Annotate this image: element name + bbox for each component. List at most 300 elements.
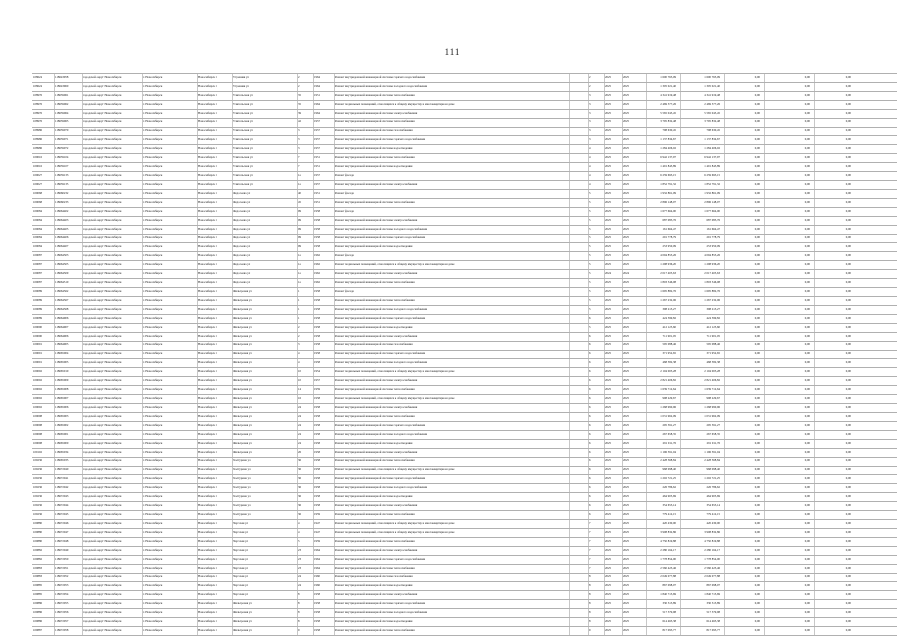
- cell-build-year: 1958: [314, 422, 320, 427]
- cell-municipality: городской округ Новосибирск: [83, 181, 122, 186]
- cell-build-year: 1964: [314, 556, 320, 561]
- cell-cost-budget: 0,00: [754, 503, 760, 508]
- cell-house-id: 108976: [33, 119, 42, 124]
- cell-cost-local: 0,00: [804, 413, 810, 418]
- cell-cost-fund: 291 778,79: [706, 235, 720, 240]
- cell-cost-budget: 0,00: [754, 619, 760, 624]
- cell-locality: Новосибирск г: [198, 226, 217, 231]
- cell-build-year: 1958: [314, 619, 320, 624]
- cell-cost-budget: 0,00: [754, 422, 760, 427]
- cell-blank: [569, 251, 587, 260]
- cell-locality: Новосибирск г: [198, 369, 217, 374]
- cell-period: 6: [589, 449, 591, 454]
- cell-work-type: Ремонт подвальных помещений, относящихся к общему имуществу в многоквартирном доме: [335, 101, 455, 106]
- cell-house-id: 109102: [33, 449, 42, 454]
- cell-year-end: 2025: [623, 396, 629, 401]
- cell-cost-budget: 0,00: [754, 574, 760, 579]
- cell-year-start: 2025: [605, 476, 611, 481]
- cell-work-id: 118665001: [55, 431, 69, 436]
- cell-locality: Новосибирск г: [198, 146, 217, 151]
- cell-work-id: 118672042: [55, 485, 69, 490]
- cell-blank: [569, 260, 587, 269]
- cell-cost-other: 0,00: [845, 342, 851, 347]
- cell-work-id: 118659064: [55, 110, 69, 115]
- cell-cost-budget: 0,00: [754, 280, 760, 285]
- cell-year-end: 2025: [623, 253, 629, 258]
- cell-cost-other: 0,00: [845, 369, 851, 374]
- cell-blank: [569, 367, 587, 376]
- cell-cost-fund: 1 202 721,25: [704, 476, 720, 481]
- cell-settlement: г. Новосибирск: [143, 565, 163, 570]
- cell-period: 5: [589, 306, 591, 311]
- table-row: [32, 546, 897, 555]
- cell-work-id: 118672046: [55, 520, 69, 525]
- cell-locality: Новосибирск г: [198, 119, 217, 124]
- cell-cost-other: 0,00: [845, 280, 851, 285]
- cell-settlement: г. Новосибирск: [143, 226, 163, 231]
- cell-cost-fund: 2 560 423,46: [704, 565, 720, 570]
- cell-settlement: г. Новосибирск: [143, 449, 163, 454]
- cell-year-start: 2025: [605, 173, 611, 177]
- cell-settlement: г. Новосибирск: [143, 404, 163, 409]
- cell-period: 5: [589, 226, 591, 231]
- cell-street: Чаусская ул: [233, 565, 249, 570]
- cell-locality: Новосибирск г: [198, 378, 217, 383]
- cell-house-id: 109090: [33, 324, 42, 329]
- cell-house-number: 14: [298, 387, 301, 392]
- cell-house-id: 109089: [33, 306, 42, 311]
- cell-house-number: 1: [298, 306, 300, 311]
- cell-settlement: г. Новосибирск: [143, 556, 163, 561]
- cell-cost-other: 0,00: [845, 601, 851, 606]
- cell-year-end: 2025: [623, 190, 629, 195]
- cell-municipality: городской округ Новосибирск: [83, 556, 122, 561]
- cell-blank: [569, 242, 587, 251]
- cell-cost-total: 354 653,14: [662, 503, 676, 508]
- table-row: [32, 144, 897, 153]
- cell-blank: [569, 127, 587, 136]
- cell-period: 4: [589, 155, 591, 160]
- cell-settlement: г. Новосибирск: [143, 235, 163, 240]
- cell-municipality: городской округ Новосибирск: [83, 619, 122, 624]
- cell-settlement: г. Новосибирск: [143, 101, 163, 106]
- cell-cost-other: 0,00: [845, 360, 851, 365]
- table-row: [32, 135, 897, 144]
- cell-year-end: 2025: [623, 226, 629, 231]
- cell-work-id: 118665034: [55, 449, 69, 454]
- cell-street: Чаусская ул: [233, 547, 249, 552]
- cell-build-year: 1958: [314, 217, 320, 222]
- cell-period: 4: [589, 164, 591, 169]
- cell-work-type: Ремонт внутридомовой инженерной системы горячего водоснабжения: [335, 476, 426, 481]
- cell-street: Учительская ул: [233, 119, 253, 124]
- cell-period: 8: [589, 574, 591, 579]
- cell-period: 7: [589, 529, 591, 534]
- cell-house-number: 45: [298, 199, 301, 204]
- cell-work-id: 118665035: [55, 458, 69, 463]
- cell-locality: Новосибирск г: [198, 503, 217, 508]
- cell-year-start: 2025: [605, 101, 611, 106]
- cell-house-number: 7: [298, 155, 300, 160]
- cell-build-year: 1958: [314, 449, 320, 454]
- cell-house-number: 26: [298, 449, 301, 454]
- cell-blank: [569, 474, 587, 483]
- cell-house-number: 36: [298, 511, 301, 516]
- cell-cost-local: 0,00: [804, 342, 810, 347]
- cell-cost-local: 0,00: [804, 297, 810, 302]
- cell-house-id: 109092: [33, 387, 42, 392]
- cell-cost-fund: 226 786,62: [706, 485, 720, 490]
- cell-cost-fund: 2 049 077,88: [704, 574, 720, 579]
- cell-year-end: 2025: [623, 610, 629, 615]
- cell-period: 6: [589, 485, 591, 490]
- cell-work-id: 118665005: [55, 360, 69, 365]
- cell-cost-budget: 0,00: [754, 128, 760, 133]
- cell-work-id: 118664407: [55, 244, 69, 249]
- table-row: [32, 474, 897, 483]
- cell-house-id: 109236: [33, 476, 42, 481]
- cell-street: Халтурина ул: [233, 458, 251, 463]
- cell-cost-total: 968 098,40: [662, 467, 676, 472]
- cell-locality: Новосибирск г: [198, 74, 217, 79]
- cell-cost-fund: 1 803 546,08: [704, 280, 720, 285]
- cell-work-type: Ремонт внутридомовой инженерной системы горячего водоснабжения: [335, 315, 426, 320]
- cell-cost-local: 0,00: [804, 565, 810, 570]
- cell-build-year: 1958: [314, 485, 320, 490]
- cell-cost-total: 253 950,09: [662, 244, 676, 249]
- cell-cost-budget: 0,00: [754, 288, 760, 293]
- cell-cost-other: 0,00: [845, 547, 851, 552]
- cell-house-number: 23: [298, 565, 301, 570]
- cell-build-year: 1960: [314, 574, 320, 579]
- cell-period: 3: [589, 92, 591, 97]
- cell-municipality: городской округ Новосибирск: [83, 226, 122, 231]
- cell-work-type: Ремонт подвальных помещений, относящихся к общему имуществу в многоквартирном доме: [335, 467, 455, 472]
- cell-year-end: 2025: [623, 199, 629, 204]
- cell-period: 6: [589, 404, 591, 409]
- cell-period: 8: [589, 592, 591, 597]
- cell-work-id: 118665003: [55, 413, 69, 418]
- cell-cost-budget: 0,00: [754, 333, 760, 338]
- cell-locality: Новосибирск г: [198, 181, 217, 186]
- cell-cost-fund: 464 905,69: [706, 494, 720, 499]
- cell-settlement: г. Новосибирск: [143, 83, 163, 88]
- cell-street: Фильтровая ул: [233, 306, 252, 311]
- cell-street: Халтурина ул: [233, 511, 251, 516]
- cell-period: 6: [589, 378, 591, 383]
- cell-cost-total: 1 932 861,09: [660, 190, 676, 195]
- cell-locality: Новосибирск г: [198, 619, 217, 624]
- cell-municipality: городской округ Новосибирск: [83, 440, 122, 445]
- cell-year-end: 2025: [623, 92, 629, 97]
- cell-house-id: 108976: [33, 92, 42, 97]
- table-row: [32, 608, 897, 617]
- cell-locality: Новосибирск г: [198, 190, 217, 195]
- cell-cost-fund: 267 658,35: [706, 431, 720, 436]
- cell-cost-total: 1 031 962,09: [660, 413, 676, 418]
- cell-house-id: 109027: [33, 173, 42, 177]
- cell-locality: Новосибирск г: [198, 476, 217, 481]
- cell-settlement: г. Новосибирск: [143, 110, 163, 115]
- cell-municipality: городской округ Новосибирск: [83, 476, 122, 481]
- cell-year-end: 2025: [623, 458, 629, 463]
- cell-work-type: Ремонт внутридомовой инженерной системы теплоснабжения: [335, 297, 415, 302]
- table-row: [32, 448, 897, 457]
- cell-cost-other: 0,00: [845, 262, 851, 267]
- cell-cost-budget: 0,00: [754, 476, 760, 481]
- cell-house-number: 3: [298, 342, 300, 347]
- cell-cost-budget: 0,00: [754, 458, 760, 463]
- cell-house-number: 35: [298, 92, 301, 97]
- cell-work-type: Ремонт внутридомовой инженерной системы теплоснабжения: [335, 413, 415, 418]
- cell-street: Фильтровая ул: [233, 431, 252, 436]
- cell-cost-budget: 0,00: [754, 324, 760, 329]
- cell-locality: Новосибирск г: [198, 315, 217, 320]
- cell-cost-other: 0,00: [845, 351, 851, 356]
- cell-settlement: г. Новосибирск: [143, 610, 163, 615]
- cell-blank: [569, 626, 587, 635]
- cell-work-id: 118672041: [55, 476, 69, 481]
- cell-cost-budget: 0,00: [754, 244, 760, 249]
- cell-build-year: 1962: [314, 262, 320, 267]
- cell-year-start: 2025: [605, 297, 611, 302]
- cell-street: Халтурина ул: [233, 503, 251, 508]
- cell-street: Федосеева ул: [233, 262, 251, 267]
- cell-cost-budget: 0,00: [754, 601, 760, 606]
- cell-cost-budget: 0,00: [754, 583, 760, 588]
- cell-cost-total: 1 491 843,89: [660, 164, 676, 169]
- cell-work-id: 118643958: [55, 74, 69, 79]
- cell-cost-local: 0,00: [804, 137, 810, 142]
- cell-work-id: 118665006: [55, 404, 69, 409]
- cell-build-year: 1958: [314, 413, 320, 418]
- cell-street: Фильтровая ул: [233, 360, 252, 365]
- cell-locality: Новосибирск г: [198, 404, 217, 409]
- cell-year-start: 2025: [605, 208, 611, 213]
- cell-year-end: 2025: [623, 297, 629, 302]
- cell-house-number: 24: [298, 440, 301, 445]
- cell-street: Фильтровая ул: [233, 404, 252, 409]
- cell-work-id: 118659072: [55, 146, 69, 151]
- cell-cost-other: 0,00: [845, 324, 851, 329]
- cell-house-number: 24: [298, 574, 301, 579]
- cell-house-number: 5: [298, 538, 300, 543]
- table-row: [32, 341, 897, 350]
- cell-year-start: 2025: [605, 351, 611, 356]
- cell-cost-fund: 1 196 591,04: [704, 449, 720, 454]
- cell-cost-local: 0,00: [804, 181, 810, 186]
- cell-house-id: 109098: [33, 422, 42, 427]
- cell-municipality: городской округ Новосибирск: [83, 288, 122, 293]
- cell-street: Халтурина ул: [233, 485, 251, 490]
- cell-cost-total: 867 098,07: [662, 583, 676, 588]
- cell-cost-local: 0,00: [804, 306, 810, 311]
- cell-municipality: городской округ Новосибирск: [83, 173, 122, 177]
- table-row: [32, 430, 897, 439]
- cell-period: 3: [589, 119, 591, 124]
- cell-cost-total: 1 852 791,32: [660, 181, 676, 186]
- cell-cost-local: 0,00: [804, 485, 810, 490]
- cell-cost-budget: 0,00: [754, 547, 760, 552]
- cell-cost-fund: 2 428 568,84: [704, 458, 720, 463]
- cell-municipality: городской округ Новосибирск: [83, 271, 122, 276]
- cell-house-number: 1: [298, 315, 300, 320]
- cell-cost-other: 0,00: [845, 333, 851, 338]
- cell-house-id: 109089: [33, 288, 42, 293]
- cell-cost-fund: 2 280 164,17: [704, 547, 720, 552]
- cell-blank: [569, 448, 587, 457]
- cell-settlement: г. Новосибирск: [143, 315, 163, 320]
- cell-work-id: 118672053: [55, 583, 69, 588]
- cell-cost-local: 0,00: [804, 173, 810, 177]
- cell-cost-fund: 517 579,98: [706, 610, 720, 615]
- cell-cost-total: 2 469 577,26: [660, 101, 676, 106]
- cell-settlement: г. Новосибирск: [143, 280, 163, 285]
- cell-house-id: 109092: [33, 378, 42, 383]
- cell-settlement: г. Новосибирск: [143, 217, 163, 222]
- cell-year-end: 2025: [623, 155, 629, 160]
- cell-work-id: 118665007: [55, 396, 69, 401]
- cell-year-end: 2025: [623, 592, 629, 597]
- cell-cost-fund: 3 795 832,48: [704, 119, 720, 124]
- cell-cost-local: 0,00: [804, 511, 810, 516]
- cell-cost-local: 0,00: [804, 556, 810, 561]
- cell-street: Чаусская ул: [233, 583, 249, 588]
- cell-street: Федосеева ул: [233, 199, 251, 204]
- cell-year-start: 2025: [605, 431, 611, 436]
- cell-house-id: 109236: [33, 503, 42, 508]
- cell-house-id: 109098: [33, 431, 42, 436]
- cell-municipality: городской округ Новосибирск: [83, 297, 122, 302]
- cell-work-id: 118672056: [55, 610, 69, 615]
- cell-municipality: городской округ Новосибирск: [83, 315, 122, 320]
- cell-settlement: г. Новосибирск: [143, 128, 163, 133]
- cell-municipality: городской округ Новосибирск: [83, 431, 122, 436]
- cell-year-start: 2025: [605, 485, 611, 490]
- cell-period: 5: [589, 262, 591, 267]
- cell-year-start: 2025: [605, 422, 611, 427]
- cell-work-id: 118672051: [55, 565, 69, 570]
- cell-year-end: 2025: [623, 494, 629, 499]
- cell-cost-fund: 420 430,00: [706, 520, 720, 525]
- cell-period: 5: [589, 297, 591, 302]
- cell-house-id: 109098: [33, 440, 42, 445]
- cell-municipality: городской округ Новосибирск: [83, 538, 122, 543]
- cell-cost-fund: 1 491 843,89: [704, 164, 720, 169]
- table-row: [32, 251, 897, 260]
- cell-house-number: 23: [298, 547, 301, 552]
- cell-settlement: г. Новосибирск: [143, 137, 163, 142]
- cell-cost-fund: 398 213,27: [706, 306, 720, 311]
- cell-house-number: 4: [298, 351, 300, 356]
- row-rule: [32, 635, 897, 636]
- cell-cost-local: 0,00: [804, 217, 810, 222]
- cell-work-type: Ремонт подвальных помещений, относящихся к общему имуществу в многоквартирном доме: [335, 529, 455, 534]
- cell-blank: [569, 216, 587, 225]
- cell-build-year: 1958: [314, 592, 320, 597]
- cell-period: 6: [589, 315, 591, 320]
- cell-cost-fund: 1 639 712,64: [704, 387, 720, 392]
- cell-cost-fund: 1 298 936,20: [704, 262, 720, 267]
- cell-year-start: 2025: [605, 74, 611, 79]
- cell-cost-other: 0,00: [845, 226, 851, 231]
- cell-year-end: 2025: [623, 164, 629, 169]
- cell-cost-local: 0,00: [804, 271, 810, 276]
- cell-work-type: Ремонт внутридомовой инженерной системы теплоснабжения: [335, 155, 415, 160]
- cell-year-start: 2025: [605, 164, 611, 169]
- cell-municipality: городской округ Новосибирск: [83, 413, 122, 418]
- cell-year-end: 2025: [623, 173, 629, 177]
- cell-period: 5: [589, 217, 591, 222]
- cell-cost-total: 4 094 853,26: [660, 253, 676, 258]
- cell-municipality: городской округ Новосибирск: [83, 74, 122, 79]
- cell-blank: [569, 608, 587, 617]
- cell-work-type: Ремонт внутридомовой инженерной системы электроснабжения: [335, 592, 418, 597]
- cell-municipality: городской округ Новосибирск: [83, 422, 122, 427]
- cell-cost-budget: 0,00: [754, 110, 760, 115]
- cell-blank: [569, 376, 587, 385]
- cell-cost-total: 6 942 137,97: [660, 155, 676, 160]
- cell-build-year: 1958: [314, 627, 320, 632]
- cell-build-year: 1951: [314, 199, 320, 204]
- cell-build-year: 1958: [314, 297, 320, 302]
- cell-year-start: 2025: [605, 387, 611, 392]
- cell-cost-budget: 0,00: [754, 404, 760, 409]
- cell-cost-local: 0,00: [804, 155, 810, 160]
- cell-work-type: Ремонт внутридомовой инженерной системы теплоснабжения: [335, 199, 415, 204]
- cell-blank: [569, 207, 587, 216]
- cell-cost-fund: 614 463,38: [706, 619, 720, 624]
- cell-blank: [569, 332, 587, 341]
- cell-house-id: 108624: [33, 83, 42, 88]
- cell-municipality: городской округ Новосибирск: [83, 155, 122, 160]
- cell-cost-total: 2 428 568,84: [660, 458, 676, 463]
- cell-work-id: 118672055: [55, 601, 69, 606]
- cell-work-type: Ремонт внутридомовой инженерной системы горячего водоснабжения: [335, 351, 426, 356]
- cell-work-type: Ремонт внутридомовой инженерной системы горячего водоснабжения: [335, 556, 426, 561]
- cell-municipality: городской округ Новосибирск: [83, 164, 122, 169]
- table-row: [32, 260, 897, 269]
- table-row: [32, 510, 897, 519]
- cell-work-id: 118665008: [55, 387, 69, 392]
- cell-cost-local: 0,00: [804, 92, 810, 97]
- cell-locality: Новосибирск г: [198, 92, 217, 97]
- cell-year-start: 2025: [605, 244, 611, 249]
- cell-cost-local: 0,00: [804, 208, 810, 213]
- cell-locality: Новосибирск г: [198, 485, 217, 490]
- cell-locality: Новосибирск г: [198, 610, 217, 615]
- cell-cost-fund: 161 664,47: [706, 226, 720, 231]
- cell-municipality: городской округ Новосибирск: [83, 601, 122, 606]
- cell-settlement: г. Новосибирск: [143, 199, 163, 204]
- cell-municipality: городской округ Новосибирск: [83, 511, 122, 516]
- cell-cost-local: 0,00: [804, 226, 810, 231]
- cell-year-start: 2025: [605, 619, 611, 624]
- cell-cost-other: 0,00: [845, 315, 851, 320]
- cell-settlement: г. Новосибирск: [143, 592, 163, 597]
- cell-cost-fund: 1 284 406,02: [704, 146, 720, 151]
- cell-build-year: 1958: [314, 476, 320, 481]
- table-row: [32, 501, 897, 510]
- cell-locality: Новосибирск г: [198, 217, 217, 222]
- cell-municipality: городской округ Новосибирск: [83, 208, 122, 213]
- cell-house-id: 109084: [33, 226, 42, 231]
- cell-settlement: г. Новосибирск: [143, 74, 163, 79]
- cell-cost-other: 0,00: [845, 378, 851, 383]
- cell-house-number: 1а: [298, 253, 301, 258]
- cell-cost-total: 3 908 832,86: [660, 529, 676, 534]
- cell-year-start: 2025: [605, 404, 611, 409]
